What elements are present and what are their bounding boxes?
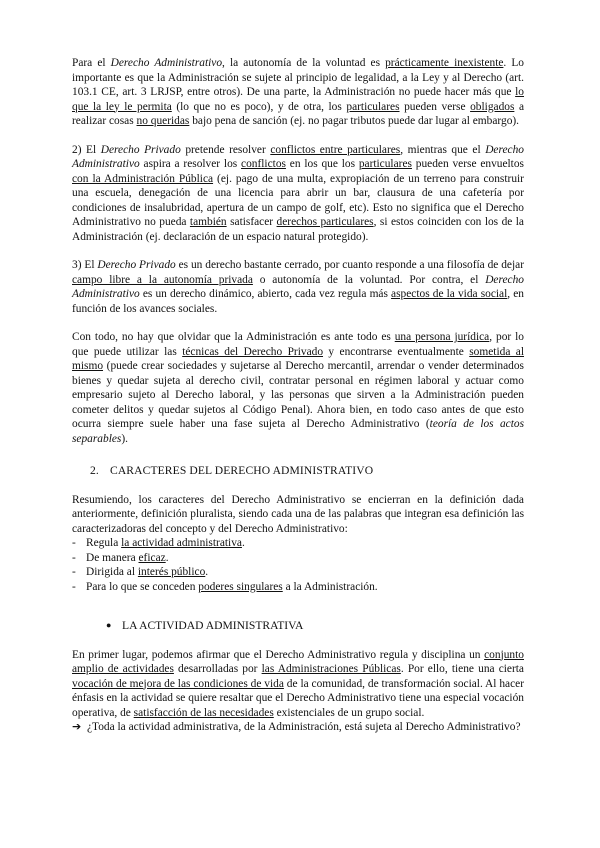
dash-icon: - [72, 537, 76, 549]
dash-icon: - [72, 551, 76, 564]
characteristics-list [72, 536, 524, 594]
paragraph-4: Con todo, no hay que olvidar que la Administración es ante todo es una persona jurídica, por lo que puede utilizar las técnicas del Derecho Privado y encontrarse eventualmente sometida al mismo (puede crear sociedades y sujetarse al Derecho mercantil, arrendar o vender determinados bienes y quedar sujeta al derecho civil, contratar personal en régimen laboral y actuar como empresario sujeto al Derecho laboral, y las personas que sirven a la Administración pueden cometer delitos y quedar sujetos al Código Penal). Ahora bien, en todo caso antes de que esto ocurra siempre suele haber una fase sujeta al Derecho Administrativo (teoría de los actos separables). [72, 331, 525, 445]
list-item: - Dirigida al interés público. [72, 566, 209, 578]
paragraph-1: Para el Derecho Administrativo, la autonomía de la voluntad es prácticamente inexistente. Lo importante es que la Administración se sujete al principio de legalidad, a la Ley y al Derecho (art. 103.1 CE, art. 3 LRJSP, entre otros). De una parte, la Administración no puede hacer más que lo que la ley le permita (lo que no es poco), y de otra, los particulares pueden verse obligados a realizar cosas no queridas bajo pena de sanción (ej. no pagar tributos puede dar lugar al embargo). [72, 57, 525, 127]
question-item [72, 720, 524, 735]
list-item: - Regula la actividad administrativa. [72, 537, 245, 549]
paragraph-6: En primer lugar, podemos afirmar que el Derecho Administrativo regula y disciplina un conjunto amplio de actividades desarrolladas por las Administraciones Públicas. Por ello, tiene una cierta vocación de mejora de las condiciones de vida de la comunidad, de transformación social. Al hacer énfasis en la actividad se quiere resaltar que el Derecho Administrativo tiene una especial vocación operativa, de satisfacción de las necesidades existenciales de un grupo social. [72, 648, 524, 719]
section-title: CARACTERES DEL DERECHO ADMINISTRATIVO [110, 464, 374, 477]
bullet-heading [106, 618, 524, 634]
paragraph-3: 3) El Derecho Privado es un derecho bastante cerrado, por cuanto responde a una filosofía de dejar campo libre a la autonomía privada o autonomía de la voluntad. Por contra, el Derecho Administrativo es un derecho dinámico, abierto, cada vez regula más aspectos de la vida social, en función de los avances sociales. [72, 259, 525, 315]
paragraph-5: Resumiendo, los caracteres del Derecho Administrativo se encierran en la definición dada anteriormente, definición pluralista, siendo cada una de las palabras que integran esa definición las caracterizadoras del concepto y del Derecho Administrativo: [72, 493, 524, 535]
arrow-right-icon: ➔ [72, 720, 82, 733]
list-item: - De manera eficaz. [72, 551, 169, 564]
bullet-heading-title: LA ACTIVIDAD ADMINISTRATIVA [122, 619, 304, 632]
section-number: 2. [90, 464, 99, 477]
list-item: - Para lo que se conceden poderes singulares a la Administración. [72, 580, 378, 593]
paragraph-2: 2) El Derecho Privado pretende resolver conflictos entre particulares, mientras que el Derecho Administrativo aspira a resolver los conflictos en los que los particulares pueden verse envueltos con la Administración Pública (ej. pago de una multa, expropiación de un terreno para construir una escuela, denegación de una licencia para abrir un bar, clausura de una cafetería por condiciones de insalubridad, apertura de un campo de golf, etc). Esto no significa que el Derecho Administrativo no pueda también satisfacer derechos particulares, si estos coinciden con los de la Administración (ej. declaración de un espacio natural protegido). [72, 143, 524, 243]
question-text: ¿Toda la actividad administrativa, de la Administración, está sujeta al Derecho Administrativo? [87, 721, 521, 733]
bullet-icon: ● [106, 620, 112, 630]
dash-icon: - [72, 566, 76, 578]
dash-icon: - [72, 580, 76, 593]
document-page [72, 56, 524, 735]
section-heading [90, 464, 524, 479]
